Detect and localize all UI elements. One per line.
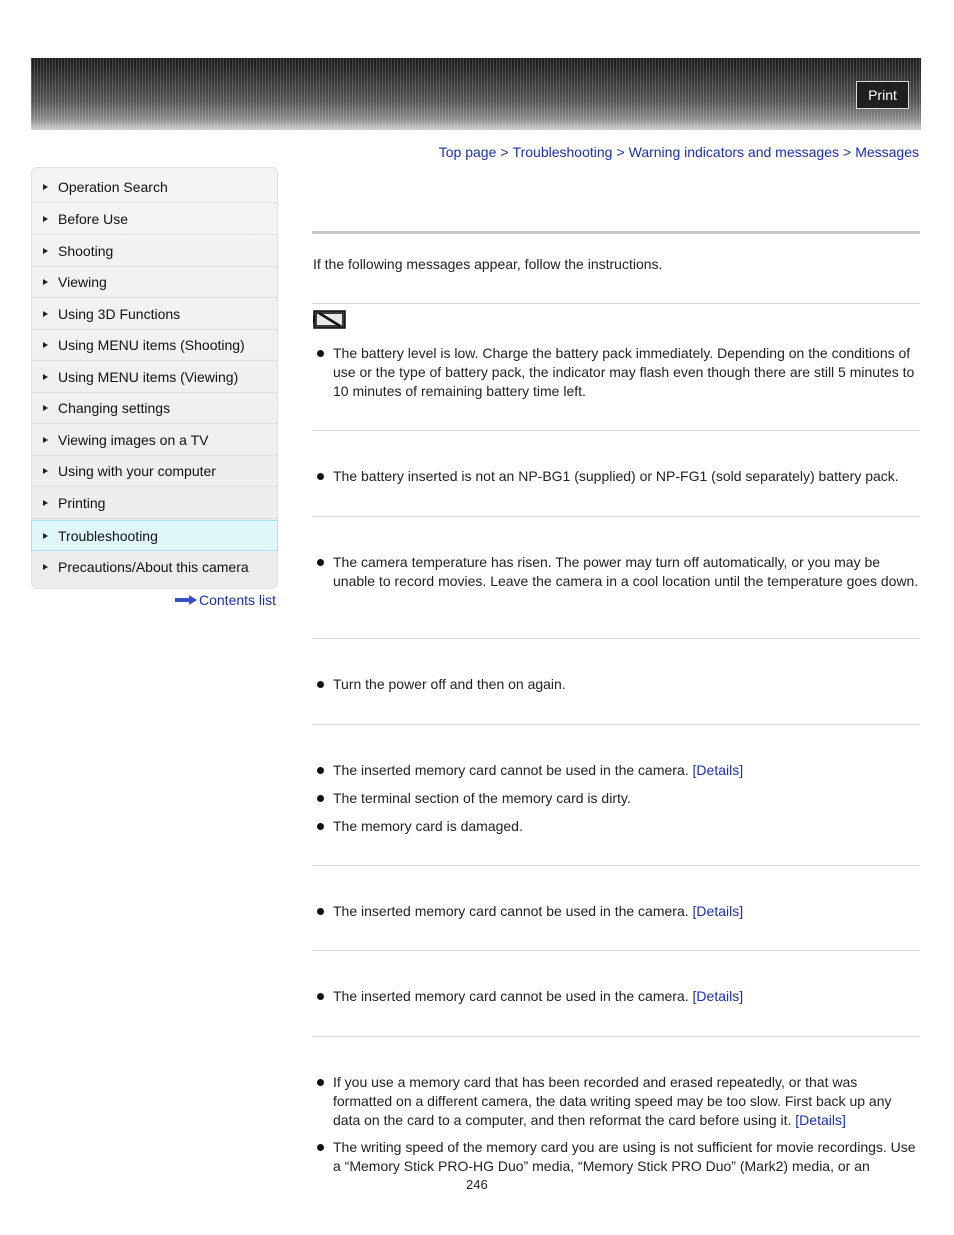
details-link[interactable]: [Details] (692, 762, 744, 778)
sidebar-item-label: Printing (58, 495, 106, 511)
details-link[interactable]: [Details] (795, 1112, 846, 1128)
arrow-right-icon (43, 216, 48, 222)
breadcrumb-separator: > (616, 144, 625, 160)
sidebar-item-label: Precautions/About this camera (58, 558, 249, 575)
message-text: Turn the power off and then on again. (333, 676, 566, 692)
contents-list-link[interactable] (175, 592, 276, 608)
sidebar-item-label: Viewing images on a TV (58, 432, 209, 448)
list-item (313, 344, 920, 401)
breadcrumb-top-page[interactable]: Top page (438, 144, 497, 160)
bullet-icon (317, 795, 324, 802)
bullet-icon (317, 1079, 324, 1086)
sidebar-item-printing[interactable] (32, 488, 277, 519)
arrow-right-icon (43, 342, 48, 348)
arrow-right-icon (43, 311, 48, 317)
details-link[interactable]: [Details] (692, 903, 744, 919)
sidebar-item-3d-functions[interactable] (32, 299, 277, 330)
bullet-icon (317, 1144, 324, 1151)
breadcrumb-warning-indicators[interactable]: Warning indicators and messages (628, 144, 839, 160)
sidebar-item-changing-settings[interactable] (32, 393, 277, 424)
sidebar-nav (31, 167, 278, 589)
message-text: The battery inserted is not an NP-BG1 (supplied) or NP-FG1 (sold separately) battery pack. (333, 468, 899, 484)
bullet-icon (317, 908, 324, 915)
bullet-icon (317, 681, 324, 688)
bullet-icon (317, 993, 324, 1000)
arrow-right-icon (43, 405, 48, 411)
bullet-icon (317, 350, 324, 357)
list-item (313, 789, 920, 808)
details-link[interactable]: [Details] (692, 988, 744, 1004)
arrow-right-icon (43, 500, 48, 506)
sidebar-item-before-use[interactable] (32, 204, 277, 235)
message-text: The camera temperature has risen. The power may turn off automatically, or you may be unable to record movies. Leave the camera in a cool location until the temperature goes down. (333, 554, 919, 589)
title-divider (312, 231, 920, 234)
list-item (313, 1073, 920, 1130)
list-item (313, 761, 920, 780)
sidebar-item-label: Before Use (58, 211, 129, 227)
section-divider (312, 950, 920, 951)
breadcrumb-separator: > (843, 144, 852, 160)
sidebar-item-label: Troubleshooting (58, 527, 158, 544)
sidebar-item-menu-shooting[interactable] (32, 330, 277, 361)
section-divider (312, 724, 920, 725)
section-divider (312, 1036, 920, 1037)
print-button[interactable]: Print (856, 81, 909, 109)
breadcrumb-messages[interactable]: Messages (855, 144, 919, 160)
arrow-right-icon (43, 374, 48, 380)
message-text: The inserted memory card cannot be used in the camera. (333, 988, 689, 1004)
message-text: The writing speed of the memory card you are using is not sufficient for movie recordings. Use a “Memory Stick PRO-HG Duo” media, “Memory Stick PRO Duo” (Mark2) media, or an (333, 1139, 916, 1174)
message-text: The inserted memory card cannot be used in the camera. (333, 903, 689, 919)
breadcrumb-troubleshooting[interactable]: Troubleshooting (512, 144, 613, 160)
sidebar-item-operation-search[interactable] (32, 172, 277, 203)
sidebar-item-computer[interactable] (32, 456, 277, 487)
arrow-right-icon (43, 248, 48, 254)
message-text: The terminal section of the memory card is dirty. (333, 790, 631, 806)
list-item (313, 467, 920, 486)
bullet-icon (317, 823, 324, 830)
list-item (313, 1138, 920, 1176)
sidebar-item-viewing[interactable] (32, 267, 277, 298)
arrow-right-icon (43, 564, 48, 570)
section-divider (312, 638, 920, 639)
sidebar-item-troubleshooting[interactable] (31, 520, 278, 551)
sidebar-item-label: Operation Search (58, 179, 168, 195)
sidebar-item-label: Using MENU items (Shooting) (58, 337, 245, 353)
sidebar-item-label: Changing settings (58, 400, 171, 416)
arrow-right-icon (43, 279, 48, 285)
section-divider (312, 865, 920, 866)
message-text: If you use a memory card that has been recorded and erased repeatedly, or that was formatted on a different camera, the data writing speed may be too slow. First back up any data on the card to a computer, and then reformat the card before using it. (333, 1074, 892, 1128)
bullet-icon (317, 559, 324, 566)
arrow-right-icon (43, 184, 48, 190)
message-text: The battery level is low. Charge the battery pack immediately. Depending on the conditions of use or the type of battery pack, the indicator may flash even though there are still 5 minutes to 10 minutes of remaining battery time left. (333, 345, 915, 399)
sidebar-item-label: Viewing (58, 274, 107, 290)
bullet-icon (317, 767, 324, 774)
section-divider (312, 303, 920, 304)
sidebar-item-label: Using MENU items (Viewing) (58, 369, 239, 385)
list-item (313, 902, 920, 921)
list-item (313, 987, 920, 1006)
list-item (313, 817, 920, 836)
sidebar-item-menu-viewing[interactable] (32, 362, 277, 393)
arrow-right-icon (43, 533, 48, 539)
contents-list-label: Contents list (199, 592, 277, 608)
sidebar-item-label: Using 3D Functions (58, 306, 181, 322)
sidebar-item-label: Using with your computer (58, 463, 216, 479)
header-banner (31, 58, 921, 130)
list-item (313, 675, 920, 694)
battery-low-icon (313, 310, 346, 329)
bullet-icon (317, 473, 324, 480)
breadcrumb-separator: > (500, 144, 509, 160)
sidebar-item-precautions[interactable] (32, 551, 277, 582)
section-divider (312, 516, 920, 517)
arrow-right-icon (43, 468, 48, 474)
arrow-right-icon (175, 595, 197, 605)
list-item (313, 553, 920, 591)
message-text: The inserted memory card cannot be used in the camera. (333, 762, 689, 778)
page-number: 246 (466, 1177, 488, 1192)
section-divider (312, 430, 920, 431)
sidebar-item-label: Shooting (58, 243, 114, 259)
breadcrumb (439, 144, 919, 160)
sidebar-item-viewing-tv[interactable] (32, 425, 277, 456)
arrow-right-icon (43, 437, 48, 443)
intro-text: If the following messages appear, follow the instructions. (313, 256, 663, 272)
sidebar-item-shooting[interactable] (32, 236, 277, 267)
message-text: The memory card is damaged. (333, 818, 523, 834)
